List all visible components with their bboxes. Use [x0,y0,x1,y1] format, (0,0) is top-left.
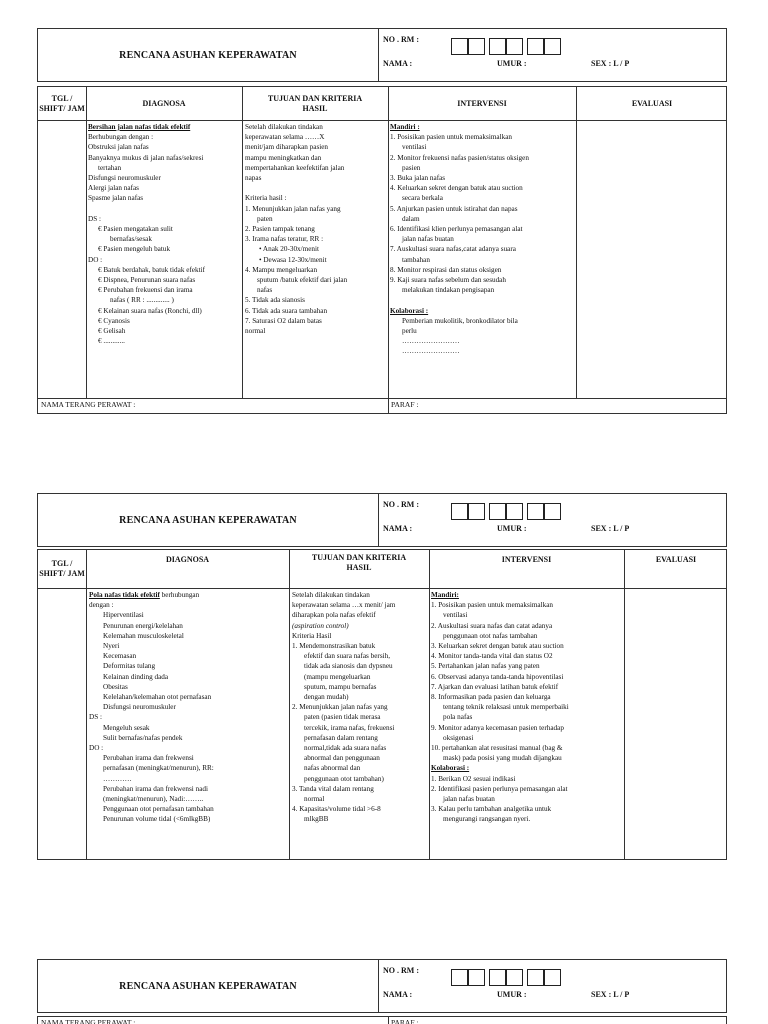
text-line: tertahan [98,163,122,172]
text-line: 5. Tidak ada sianosis [245,296,305,305]
text-line: 3. Kalau perlu tambahan analgetika untuk [431,805,552,814]
text-line: mlkgBB [304,815,329,824]
text-line: 2. Monitor frekuensi nafas pasien/status oksigen [390,153,529,162]
care-plan-table [37,549,727,860]
text-line: 7. Ajarkan dan evaluasi latihan batuk efektif [431,682,559,691]
form-title: RENCANA ASUHAN KEPERAWATAN [119,49,297,61]
nama-label: NAMA : [383,59,413,68]
text-line: 4. Keluarkan sekret dengan batuk atau suction [390,184,523,193]
text-line: Disfungsi neuromuskuler [88,174,161,183]
col-tgl: TGL / SHIFT/ JAM [39,559,85,578]
table-header [38,550,726,589]
text-line: Hiperventilasi [103,611,144,620]
text-line: 6. Observasi adanya tanda-tanda hipoventilasi [431,672,564,681]
text-line: pola nafas [443,713,473,722]
text-line: Setelah dilakukan tindakan [245,123,323,131]
text-line: 8. Monitor respirasi dan status oksigen [390,265,502,274]
text-line: jalan nafas buatan [443,795,495,804]
text-line: (aspiration control) [292,621,349,630]
text-line: € Pasien mengatakan sulit [98,225,173,234]
text-line: Setelah dilakukan tindakan [292,591,370,599]
text-line: € Perubahan frekuensi dan irama [98,286,193,295]
no-rm-label: NO . RM : [383,966,419,975]
text-line: 1. Mendemonstrasikan batuk [292,642,376,651]
text-line: (meningkat/menurun), Nadi:…….. [103,795,204,804]
text-line [88,204,240,214]
nama-label: NAMA : [383,990,413,999]
text-line: Obesitas [103,682,128,691]
text-line: 1. Menunjukkan jalan nafas yang [245,204,341,213]
text-line: 3. Buka jalan nafas [390,174,446,183]
text-line: € Kelainan suara nafas (Ronchi, dll) [98,306,202,315]
no-rm-label: NO . RM : [383,500,419,509]
text-line: melakukan tindakan pengisapan [402,286,495,295]
text-line: dengan mudah) [304,693,349,702]
text-line: mempertahankan keefektifan jalan [245,163,345,172]
col-tujuan: TUJUAN DAN KRITERIA HASIL [267,93,363,113]
table-footer [38,398,726,413]
text-line: 2. Pasien tampak tenang [245,225,315,234]
text-line: 2. Identifikasi pasien perlunya pemasangan alat [431,784,568,793]
text-line: • Dewasa 12-30x/menit [259,255,327,264]
text-line: 9. Kaji suara nafas sebelum dan sesudah [390,276,506,285]
text-line: ventilasi [402,143,427,152]
text-line: € Pasien mengeluh batuk [98,245,171,254]
sex-label: SEX : L / P [591,990,630,999]
text-line: sputum /batuk efektif dari jalan [257,276,348,285]
text-line: € Batuk berdahak, batuk tidak efektif [98,265,205,274]
text-line: 5. Pertahankan jalan nafas yang paten [431,662,540,671]
text-line: Kriteria hasil : [245,194,287,203]
rm-number-boxes[interactable] [451,503,561,520]
rm-number-boxes[interactable] [451,969,561,986]
text-line: abnormal dan penggunaan [304,754,380,763]
text-line: Pemberian mukolitik, bronkodilator bila [402,316,518,325]
text-line: sputum, mampu bernafas [304,682,377,691]
form-title: RENCANA ASUHAN KEPERAWATAN [119,514,297,526]
text-line: pernafasan (meningkat/menurun), RR: [103,764,214,773]
col-tujuan: TUJUAN DAN KRITERIA HASIL [311,553,407,572]
patient-info [378,494,726,546]
patient-info [378,29,726,81]
text-line: jalan nafas buatan [402,235,454,244]
text-line: Kelemahan musculoskeletal [103,631,184,640]
text-line: 1. Posisikan pasien untuk memaksimalkan [390,133,512,142]
text-line: 4. Monitor tanda-tanda vital dan status O2 [431,652,553,661]
intervensi-cell [431,590,622,825]
col-intervensi: INTERVENSI [501,555,552,564]
text-line: pernafasan dalam rentang [304,733,378,742]
rm-number-boxes[interactable] [451,38,561,55]
care-plan-table [37,86,727,414]
no-rm-label: NO . RM : [383,35,419,44]
text-line: paten (pasien tidak merasa [304,713,381,722]
col-evaluasi: EVALUASI [655,555,697,564]
text-line: Nyeri [103,642,120,651]
umur-label: UMUR : [497,524,527,533]
text-line: Pola nafas tidak efektif berhubungan [89,591,200,599]
text-line: Spasme jalan nafas [88,194,144,203]
text-line: 1. Berikan O2 sesuai indikasi [431,774,516,783]
text-line: dalam [402,214,420,223]
text-line: Disfungsi neuromuskuler [103,703,176,712]
text-line: 2. Menunjukkan jalan nafas yang [292,703,388,712]
nama-perawat-label: NAMA TERANG PERAWAT : [41,1018,136,1024]
text-line: keperawatan selama …x menit/ jam [292,601,396,610]
umur-label: UMUR : [497,990,527,999]
col-intervensi: INTERVENSI [457,98,507,108]
text-line: 2. Auskultasi suara nafas dan catat adanya [431,621,553,630]
form-title: RENCANA ASUHAN KEPERAWATAN [119,980,297,992]
text-line: penggunaan otot nafas tambahan [443,631,538,640]
text-line: Obstruksi jalan nafas [88,143,149,152]
text-line: Kolaborasi : [431,764,470,773]
text-line: 4. Kapasitas/volume tidal >6-8 [292,805,381,814]
tujuan-cell [245,122,386,336]
text-line [390,295,574,305]
text-line: mask) pada posisi yang mudah dijangkau [443,754,562,763]
text-line: secara berkala [402,194,443,203]
text-line: bernafas/sesak [110,235,152,244]
text-line: 4. Mampu mengeluarkan [245,265,318,274]
text-line: Kriteria Hasil [292,631,332,640]
text-line: nafas [257,286,273,295]
text-line: Berhubungan dengan : [88,133,154,142]
text-line [245,183,386,193]
text-line: ventilasi [443,611,468,620]
col-diagnosa: DIAGNOSA [142,98,186,108]
col-evaluasi: EVALUASI [631,98,673,108]
text-line: …………………… [402,337,460,346]
text-line: nafas abnormal dan [304,764,361,773]
text-line: 9. Monitor adanya kecemasan pasien terhadap [431,723,564,732]
text-line: 3. Keluarkan sekret dengan batuk atau suction [431,642,564,651]
text-line: menit/jam diharapkan pasien [245,143,329,152]
text-line: Kolaborasi : [390,306,429,315]
text-line: keperawatan selama ……X [245,133,325,142]
text-line: tidak ada sianosis dan dypsneu [304,662,393,671]
text-line: 1. Posisikan pasien untuk memaksimalkan [431,601,553,610]
col-diagnosa: DIAGNOSA [165,555,210,564]
text-line: € Cyanosis [98,316,130,325]
text-line: efektif dan suara nafas bersih, [304,652,391,661]
diagnosa-cell [89,590,287,825]
text-line: 6. Identifikasi klien perlunya pemasangan alat [390,225,523,234]
text-line: normal,tidak ada suara nafas [304,744,387,753]
text-line: € Gelisah [98,327,126,336]
text-line: 3. Irama nafas teratur, RR : [245,235,324,244]
text-line: dengan : [89,601,114,610]
text-line: Deformitas tulang [103,662,156,671]
text-line: € ............ [98,337,125,346]
nama-label: NAMA : [383,524,413,533]
text-line: Kelainan dinding dada [103,672,169,681]
text-line: 7. Auskultasi suara nafas,catat adanya suara [390,245,516,254]
text-line: DS : [89,713,102,722]
text-line: mengurangi rangsangan nyeri. [443,815,531,824]
text-line: Bersihan jalan nafas tidak efektif [88,123,191,131]
text-line: tambahan [402,255,430,264]
text-line: Perubahan irama dan frekwensi nadi [103,784,208,793]
text-line: penggunaan otot tambahan) [304,774,384,783]
text-line: pasien [402,163,421,172]
text-line: Mandiri : [390,123,420,131]
patient-info [378,960,726,1012]
text-line: mampu meningkatkan dan [245,153,322,162]
text-line: 5. Anjurkan pasien untuk istirahat dan napas [390,204,518,213]
col-tgl: TGL / SHIFT/ JAM [39,93,85,113]
text-line: € Dispnea, Penurunan suara nafas [98,276,196,285]
intervensi-cell [390,122,574,357]
care-plan-table [37,1016,727,1024]
table-header [38,87,726,121]
text-line: tentang teknik relaksasi untuk memperbaiki [443,703,569,712]
form-header [37,493,727,547]
text-line: • Anak 20-30x/menit [259,245,320,254]
text-line: paten [257,214,273,223]
text-line: Banyaknya mukus di jalan nafas/sekresi [88,153,204,162]
sex-label: SEX : L / P [591,524,630,533]
sex-label: SEX : L / P [591,59,630,68]
text-line: 8. Informasikan pada pasien dan keluarga [431,693,551,702]
text-line: 10. pertahankan alat resusitasi manual (bag & [431,744,563,753]
text-line: 7. Saturasi O2 dalam batas [245,316,322,325]
text-line: normal [304,795,325,804]
text-line: Penggunaan otot pernafasan tambahan [103,805,214,814]
text-line: DS : [88,214,101,223]
diagnosa-cell [88,122,240,346]
text-line: …………………… [402,347,460,356]
text-line: Mandiri: [431,591,459,599]
text-line: nafas ( RR : ............. ) [110,296,174,305]
nama-perawat-label: NAMA TERANG PERAWAT : [41,400,136,409]
text-line: DO : [88,255,103,264]
text-line: oksigenasi [443,733,474,742]
text-line: perlu [402,327,417,336]
text-line: tercekik, irama nafas, frekuensi [304,723,395,732]
form-header [37,959,727,1013]
text-line: 3. Tanda vital dalam rentang [292,784,374,793]
text-line: DO : [89,744,104,753]
text-line: Kelelahan/kelemahan otot pernafasan [103,693,212,702]
umur-label: UMUR : [497,59,527,68]
text-line: (mampu mengeluarkan [304,672,371,681]
text-line: napas [245,174,262,183]
text-line: Perubahan irama dan frekwensi [103,754,194,763]
text-line: 6. Tidak ada suara tambahan [245,306,328,315]
text-line: ………… [103,774,132,783]
text-line: Kecemasan [103,652,137,661]
text-line: Penurunan energi/kelelahan [103,621,183,630]
text-line: Penurunan volume tidal (<6mlkgBB) [103,815,211,824]
form-header [37,28,727,82]
text-line: Sulit bernafas/nafas pendek [103,733,183,742]
text-line: diharapkan pola nafas efektif [292,611,376,620]
paraf-label: PARAF : [391,400,419,409]
text-line: normal [245,327,266,336]
text-line: Mengeluh sesak [103,723,150,732]
tujuan-cell [292,590,427,825]
paraf-label: PARAF : [391,1018,419,1024]
text-line: Alergi jalan nafas [88,184,139,193]
